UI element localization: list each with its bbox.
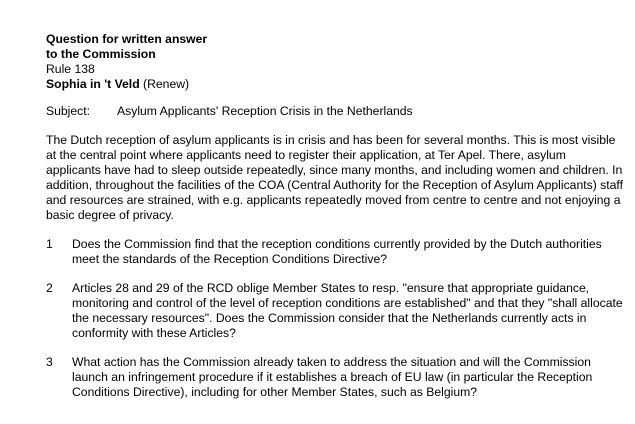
question-number: 1: [46, 237, 53, 251]
author-line: [46, 77, 626, 92]
question-item: [46, 355, 626, 400]
question-text: Does the Commission find that the reception conditions currently provided by the Dutch authorities meet the standards of the Reception Conditions Directive?: [72, 237, 602, 266]
question-item: [46, 281, 626, 341]
question-type-line: Question for written answer: [46, 32, 208, 46]
question-text: What action has the Commission already taken to address the situation and will the Commission launch an infringement procedure if it establishes a breach of EU law (in particular the Reception Conditions Directive), including for other Member States, such as Belgium?: [72, 355, 593, 399]
question-item: [46, 237, 626, 267]
rule-line: Rule 138: [46, 62, 95, 76]
author-party: (Renew): [139, 77, 190, 91]
question-number: 3: [46, 355, 53, 369]
subject-label: Subject:: [46, 104, 91, 118]
subject-row: [46, 104, 626, 119]
intro-paragraph: [46, 133, 624, 223]
question-number: 2: [46, 281, 53, 295]
question-text: Articles 28 and 29 of the RCD oblige Member States to resp. "ensure that appropriate guidance, monitoring and control of the level of reception conditions are established" and that they "shall allocate the necessary resources". Does the Commission consider that the Netherlands currently acts in conformity with these Articles?: [72, 281, 623, 340]
intro-text: The Dutch reception of asylum applicants is in crisis and has been for several months. This is most visible at the central point where applicants need to register their application, at Ter Apel. There, asylum applicants have had to sleep outside repeatedly, since many months, and including women and children. In addition, throughout the facilities of the COA (Central Authority for the Reception of Asylum Applicants) staff and resources are strained, with e.g. applicants repeatedly moved from centre to centre and not enjoying a basic degree of privacy.: [46, 133, 623, 222]
subject-text: Asylum Applicants' Reception Crisis in the Netherlands: [117, 104, 413, 118]
addressee-line: to the Commission: [46, 47, 156, 61]
document-header: [46, 32, 626, 92]
questions-list: [46, 237, 626, 400]
author-name: Sophia in 't Veld: [46, 77, 140, 91]
document: [46, 32, 626, 414]
